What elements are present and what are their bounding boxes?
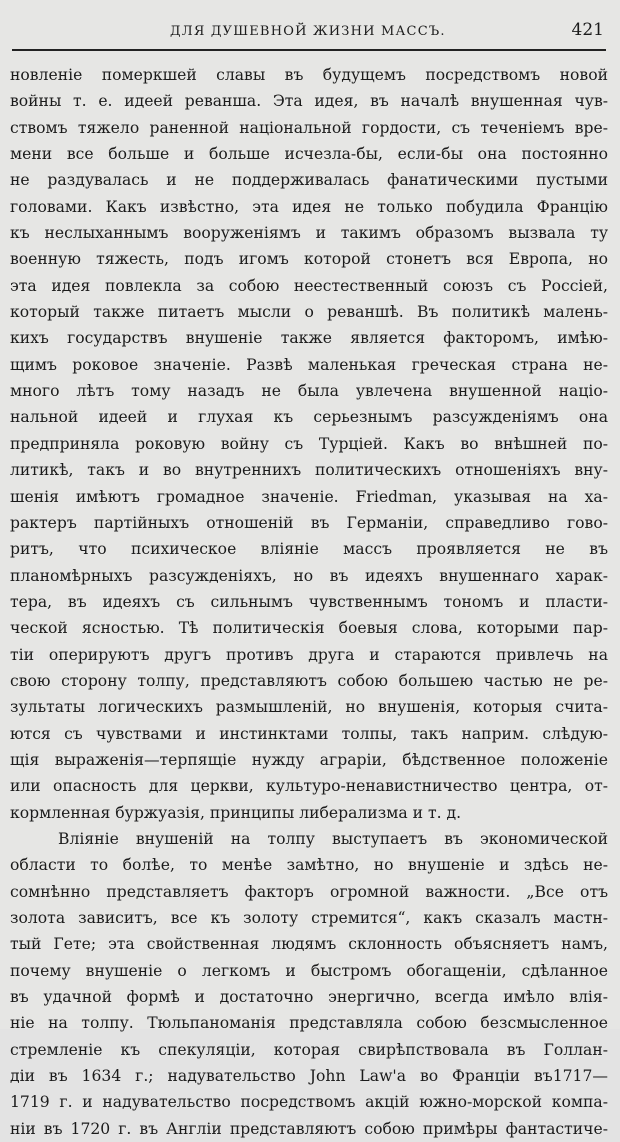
text-line: шенія имѣютъ громадное значеніе. Friedman, указывая на ха- xyxy=(10,487,608,506)
text-line: кихъ государствъ внушеніе также является факторомъ, имѣю- xyxy=(10,329,608,348)
text-line: діи въ 1634 г.; надувательство John Law'a во Франціи въ1717— xyxy=(10,1067,608,1086)
text-line: ніи въ 1720 г. въ Англіи представляютъ собою примѣры фантастиче- xyxy=(10,1119,608,1138)
text-body xyxy=(10,62,608,1142)
text-line: щимъ роковое значеніе. Развѣ маленькая греческая страна не- xyxy=(10,355,608,374)
text-line: предприняла роковую войну съ Турціей. Какъ во внѣшней по- xyxy=(10,434,608,453)
text-line: или опасность для церкви, культуро-ненавистничество центра, от- xyxy=(10,777,608,796)
text-line: тый Гете; эта свойственная людямъ склонность объясняетъ намъ, xyxy=(10,935,608,954)
text-line: золота зависитъ, все къ золоту стремится“, какъ сказалъ мастн- xyxy=(10,909,608,927)
text-line: сомнѣнно представляетъ факторъ огромной важности. „Все отъ xyxy=(10,882,608,901)
text-line: не раздувалась и не поддерживалась фанатическими пустыми xyxy=(10,171,608,190)
text-line: ритъ, что психическое вліяніе массъ проявляется не въ xyxy=(10,540,608,559)
text-line: въ удачной формѣ и достаточно энергично, всегда имѣло влія- xyxy=(10,988,608,1007)
text-line: нальной идеей и глухая къ серьезнымъ разсужденіямъ она xyxy=(10,408,608,427)
text-line: военную тяжесть, подъ игомъ которой стонетъ вся Европа, но xyxy=(10,250,608,269)
text-line: войны т. е. идеей реванша. Эта идея, въ началѣ внушенная чув- xyxy=(10,92,608,111)
text-line: мени все больше и больше исчезла-бы, если-бы она постоянно xyxy=(10,145,608,164)
text-line: области то болѣе, то менѣе замѣтно, но внушеніе и здѣсь не- xyxy=(10,856,608,875)
text-line: стремленіе къ спекуляціи, которая свирѣпствовала въ Голлан- xyxy=(10,1040,608,1059)
text-line: ются съ чувствами и инстинктами толпы, такъ наприм. слѣдую- xyxy=(10,724,608,743)
text-line: Вліяніе внушеній на толпу выступаетъ въ экономической xyxy=(58,829,608,848)
paragraph-2 xyxy=(10,826,608,1142)
header-rule xyxy=(12,49,606,51)
text-line: тіи оперируютъ другъ противъ друга и стараются привлечь на xyxy=(10,645,608,664)
text-line: головами. Какъ извѣстно, эта идея не только побудила Францію xyxy=(10,197,608,216)
text-line: много лѣтъ тому назадъ не была увлечена внушенной націо- xyxy=(10,382,608,401)
text-line: почему внушеніе о легкомъ и быстромъ обогащеніи, сдѣланное xyxy=(10,961,608,980)
text-line: эта идея повлекла за собою неестественный союзъ съ Россіей, xyxy=(10,276,608,295)
text-line: 1719 г. и надувательство посредствомъ акцій южно-морской компа- xyxy=(10,1093,608,1112)
text-line: тера, въ идеяхъ съ сильнымъ чувственнымъ тономъ и пласти- xyxy=(10,592,608,611)
page-header xyxy=(12,18,606,46)
text-line: который также питаетъ мысли о реваншѣ. Въ политикѣ малень- xyxy=(10,303,608,322)
text-line: ніе на толпу. Тюльпаноманія представляла собою безсмысленное xyxy=(10,1014,608,1033)
text-line: рактеръ партійныхъ отношеній въ Германіи, справедливо гово- xyxy=(10,513,608,532)
text-line: ческой ясностью. Тѣ политическія боевыя слова, которыми пар- xyxy=(10,619,608,638)
paragraph-1 xyxy=(10,62,608,826)
text-line: кормленная буржуазія, принципы либерализма и т. д. xyxy=(10,803,462,822)
text-line: ствомъ тяжело раненной національной гордости, съ теченіемъ вре- xyxy=(10,118,608,137)
text-line: зультаты логическихъ размышленій, но внушенія, которыя счита- xyxy=(10,698,608,717)
text-line: щія выраженія—терпящіе нужду аграріи, бѣдственное положеніе xyxy=(10,750,608,769)
text-line: планомѣрныхъ разсужденіяхъ, но въ идеяхъ внушеннаго харак- xyxy=(10,566,608,585)
page-number: 421 xyxy=(571,20,604,40)
text-line: къ неслыханнымъ вооруженіямъ и такимъ образомъ вызвала ту xyxy=(10,224,608,243)
text-line: новленіе померкшей славы въ будущемъ посредствомъ новой xyxy=(10,66,608,84)
running-title: ДЛЯ ДУШЕВНОЙ ЖИЗНИ МАССЪ. xyxy=(170,24,446,39)
text-line: свою сторону толпу, представляютъ собою большею частью не ре- xyxy=(10,671,608,690)
text-line: литикѣ, такъ и во внутреннихъ политическихъ отношеніяхъ вну- xyxy=(10,461,608,480)
